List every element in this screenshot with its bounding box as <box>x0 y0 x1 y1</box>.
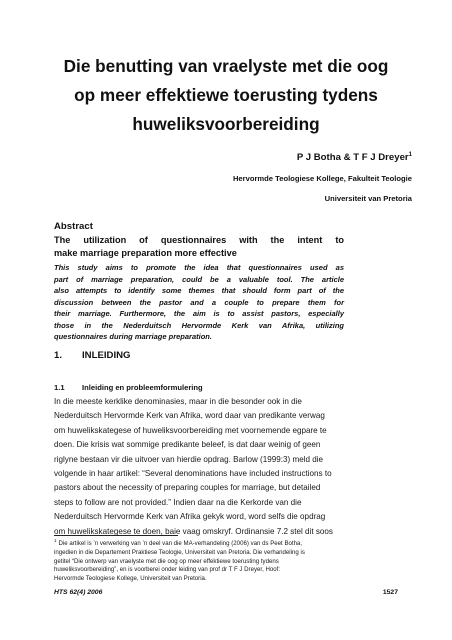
subsection-heading <box>54 383 203 392</box>
footnote-line: huweliksvoorbereiding”, en is voorberei onder leiding van prof dr T F J Dreyer, Hoof: <box>54 566 281 574</box>
author-line <box>297 152 412 163</box>
article-title <box>40 52 412 139</box>
abstract-line: questionnaires during marriage preparation. <box>54 332 212 341</box>
journal-citation: HTS 62(4) 2006 <box>54 589 103 596</box>
footnote-line <box>54 537 398 549</box>
abstract-line: part of marriage preparation, could be a valuable tool. The article <box>54 274 344 284</box>
body-line: Nederduitsch Hervormde Kerk van Afrika gekyk word, word selfs die opdrag <box>54 512 326 522</box>
footnote-mark: 1 <box>54 537 57 543</box>
footnote-line: getitel “Die ontwerp van vraelyste met die oog op meer effektiewe toerusting tydens <box>54 557 279 565</box>
author-names: P J Botha & T F J Dreyer <box>296 152 409 163</box>
title-line: huweliksvoorbereiding <box>132 114 320 134</box>
section-number: 1. <box>54 350 63 361</box>
footnote-line: ingedien in die Departement Praktiese Teologie, Universiteit van Pretoria. Die verhandeling is <box>54 548 305 556</box>
abstract-line: discussion between the pastor and a couple to prepare them for <box>54 297 344 307</box>
affiliation-institution: Hervormde Teologiese Kollege, Fakulteit Teologie <box>232 174 412 183</box>
abstract-heading: Abstract <box>54 221 93 232</box>
section-title: INLEIDING <box>82 350 131 361</box>
title-line: Die benutting van vraelyste met die oog <box>63 56 389 76</box>
body-line: riglyne bestaan vir die uitvoer van hierdie opdrag. Barlow (1999:3) meld die <box>54 454 324 464</box>
body-line: steps to follow are not provided.” Indien daar na die Kerkorde van die <box>54 497 302 507</box>
body-paragraph <box>54 395 398 539</box>
abstract-line: This study aims to promote the idea that questionnaires used as <box>54 263 344 272</box>
abstract-line: their marriage. Furthermore, the aim is to assist pastors, especially <box>54 309 344 318</box>
abstract-title-line: The utilization of questionnaires with the intent to <box>54 235 344 245</box>
body-line: In die meeste kerklike denominasies, maar in die besonder ook in die <box>54 397 302 406</box>
body-line: Nederduitsch Hervormde Kerk van Afrika, word daar van predikante verwag <box>54 411 325 421</box>
body-line: pastors about the necessity of preparing couples for marriage, but detailed <box>54 483 321 493</box>
abstract-body <box>54 262 344 343</box>
subsection-title: Inleiding en probleemformulering <box>82 383 203 392</box>
page-number: 1527 <box>382 589 398 596</box>
footnote-separator <box>54 535 178 536</box>
abstract-line: those in the Nederduitsch Hervormde Kerk van Afrika, utilizing <box>54 320 344 330</box>
body-line: om huwelikskategese of huweliksvoorbereiding met voornemende egpare te <box>54 425 327 435</box>
abstract-title-line: make marriage preparation more effective <box>54 247 237 258</box>
affiliation-university: Universiteit van Pretoria <box>324 194 412 203</box>
body-line: volgende in haar artikel: “Several denominations have included instructions to <box>54 469 332 479</box>
footnote-reference: 1 <box>408 151 412 158</box>
footnote-line: Hervormde Teologiese Kollege, Universiteit van Pretoria. <box>54 575 207 583</box>
abstract-line: also attempts to identify some themes that should form part of the <box>54 286 344 295</box>
body-line: doen. Die krisis wat sommige predikante beleef, is dat daar weinig of geen <box>54 440 321 450</box>
section-heading <box>54 350 131 361</box>
abstract-title <box>54 234 344 259</box>
footnote-text: Die artikel is ’n verwerking van ’n deel van die MA-verhandeling (2006) van ds Peet Botha, <box>58 540 303 547</box>
body-line: om huwelikskategese te doen, baie vaag omskryf. Ordinansie 7.2 stel dit soos <box>54 526 333 536</box>
title-line: op meer effektiewe toerusting tydens <box>74 85 378 105</box>
subsection-number: 1.1 <box>54 383 65 392</box>
footnote <box>54 537 398 584</box>
